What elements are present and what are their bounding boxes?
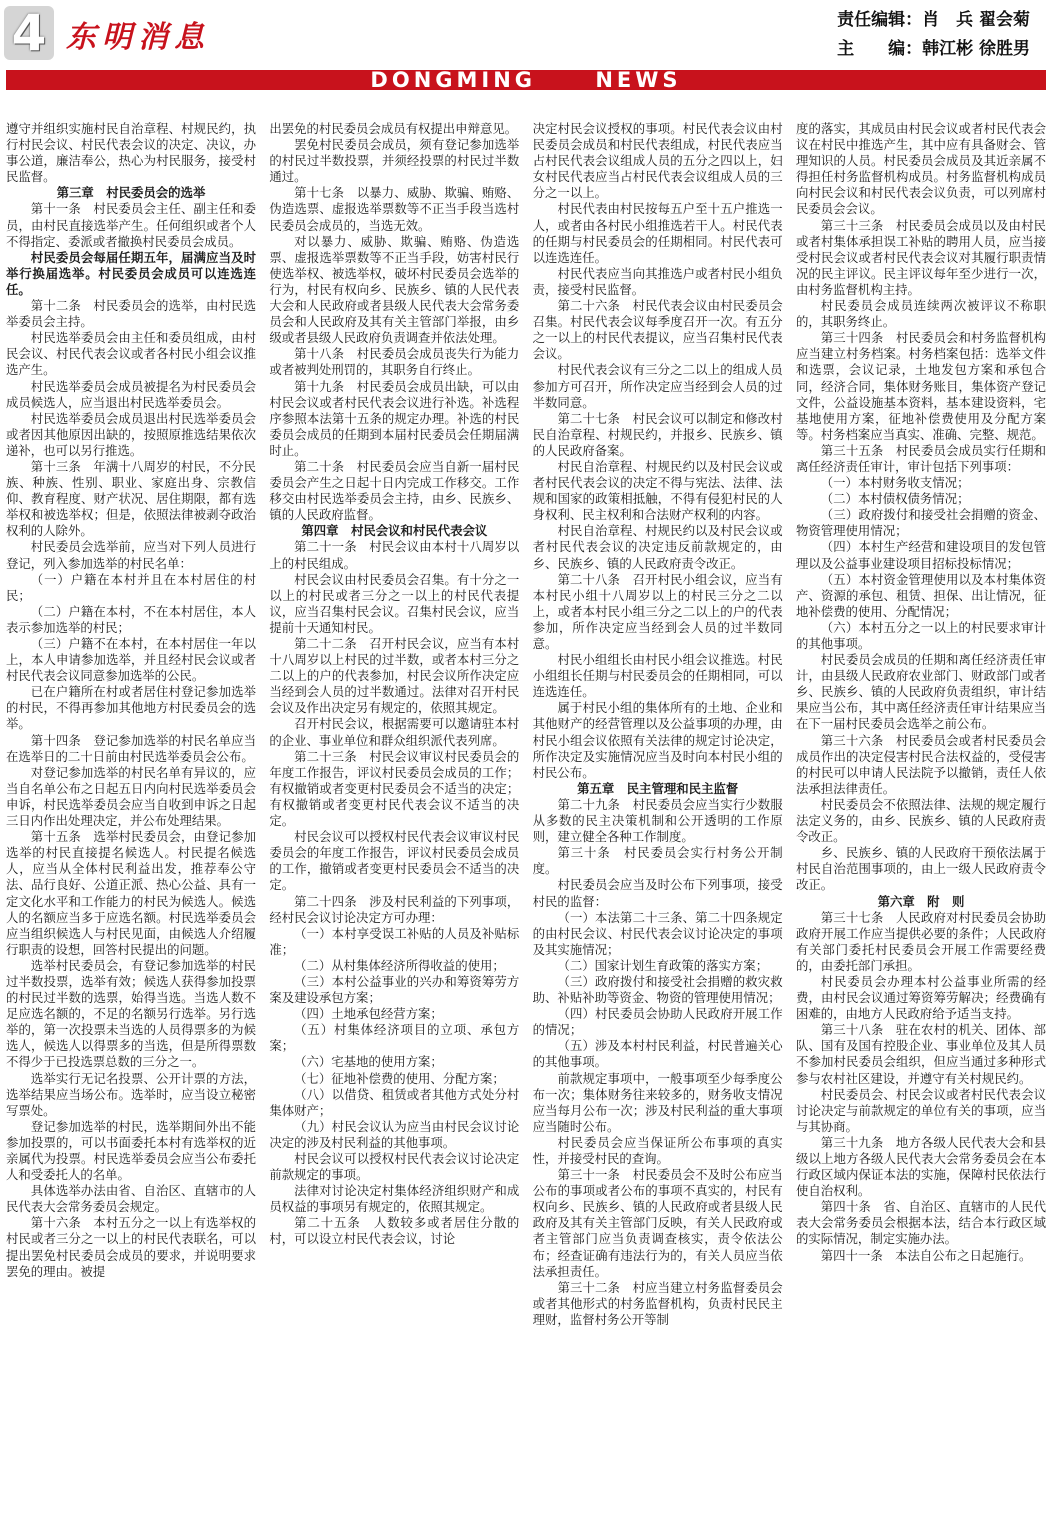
paragraph: 罢免村民委员会成员，须有登记参加选举的村民过半数投票，并须经投票的村民过半数通过。 bbox=[269, 137, 520, 185]
paragraph: 乡、民族乡、镇的人民政府干预依法属于村民自治范围事项的，由上一级人民政府责令改正。 bbox=[795, 845, 1046, 893]
paragraph: 第三十九条 地方各级人民代表大会和县级以上地方各级人民代表大会常务委员会在本行政区域内保证本法的实施，保障村民依法行使自治权利。 bbox=[795, 1134, 1046, 1199]
paragraph: 村民自治章程、村规民约以及村民会议或者村民代表会议的决定不得与宪法、法律、法规和国家的政策相抵触，不得有侵犯村民的人身权利、民主权利和合法财产权利的内容。 bbox=[532, 458, 783, 523]
paragraph: 对登记参加选举的村民名单有异议的，应当自名单公布之日起五日内向村民选举委员会申诉，村民选举委员会应当自收到申诉之日起三日内作出处理决定，并公布处理结果。 bbox=[6, 764, 256, 829]
paragraph: 登记参加选举的村民，选举期间外出不能参加投票的，可以书面委托本村有选举权的近亲属代为投票。村民选举委员会应当公布委托人和受委托人的名单。 bbox=[6, 1118, 256, 1183]
paragraph: 法律对讨论决定村集体经济组织财产和成员权益的事项另有规定的，依照其规定。 bbox=[269, 1183, 520, 1215]
paragraph: （三）户籍不在本村，在本村居住一年以上，本人申请参加选举，并且经村民会议或者村民代表会议同意参加选举的公民。 bbox=[6, 636, 256, 684]
paragraph: （五）涉及本村村民利益，村民普遍关心的其他事项。 bbox=[532, 1038, 783, 1070]
paragraph: 村民委员会每届任期五年，届满应当及时举行换届选举。村民委员会成员可以连选连任。 bbox=[6, 249, 256, 297]
paragraph: 第三十五条 村民委员会成员实行任期和离任经济责任审计，审计包括下列事项： bbox=[795, 442, 1046, 474]
paragraph: 前款规定事项中，一般事项至少每季度公布一次；集体财务往来较多的，财务收支情况应当每月公布一次；涉及村民利益的重大事项应当随时公布。 bbox=[532, 1070, 783, 1134]
paragraph: 选举村民委员会，有登记参加选举的村民过半数投票，选举有效；候选人获得参加投票的村民过半数的选票，始得当选。当选人数不足应选名额的，不足的名额另行选举。另行选举的，第一次投票未当选的人员得票多的为候选人，候选人以得票多的当选，但是所得票数不得少于已投选票总数的三分之一。 bbox=[6, 957, 256, 1070]
paragraph: （一）户籍在本村并且在本村居住的村民； bbox=[6, 571, 256, 603]
paragraph: （三）政府拨付和接受社会捐赠的救灾救助、补贴补助等资金、物资的管理使用情况； bbox=[532, 973, 783, 1006]
paragraph: 具体选举办法由省、自治区、直辖市的人民代表大会常务委员会规定。 bbox=[6, 1183, 256, 1215]
paragraph: （三）政府拨付和接受社会捐赠的资金、物资管理使用情况； bbox=[795, 507, 1046, 539]
paragraph: （六）本村五分之一以上的村民要求审计的其他事项。 bbox=[795, 619, 1046, 651]
paragraph: 村民会议由村民委员会召集。有十分之一以上的村民或者三分之一以上的村民代表提议，应当召集村民会议。召集村民会议，应当提前十天通知村民。 bbox=[269, 571, 520, 635]
paragraph: 第四十一条 本法自公布之日起施行。 bbox=[820, 1247, 1032, 1263]
paragraph: （七）征地补偿费的使用、分配方案； bbox=[294, 1070, 505, 1086]
text-column-1 bbox=[6, 121, 256, 1513]
paragraph: 第三十七条 人民政府对村民委员会协助政府开展工作应当提供必要的条件；人民政府有关部门委托村民委员会开展工作需要经费的，由委托部门承担。 bbox=[795, 909, 1046, 973]
paragraph: 第三十三条 村民委员会成员以及由村民或者村集体承担误工补贴的聘用人员，应当接受村民会议或者村民代表会议对其履行职责情况的民主评议。民主评议每年至少进行一次，由村务监督机构主持。 bbox=[795, 217, 1046, 297]
paragraph: 第三十二条 村应当建立村务监督委员会或者其他形式的村务监督机构，负责村民民主理财，监督村务公开等制 bbox=[532, 1279, 783, 1327]
paragraph: 村民会议可以授权村民代表会议审议村民委员会的年度工作报告，评议村民委员会成员的工作，撤销或者变更村民委员会不适当的决定。 bbox=[269, 829, 520, 893]
paragraph: （四）村民委员会协助人民政府开展工作的情况； bbox=[532, 1006, 783, 1038]
paragraph: 村民委员会成员的任期和离任经济责任审计，由县级人民政府农业部门、财政部门或者乡、民族乡、镇的人民政府负责组织，审计结果应当公布，其中离任经济责任审计结果应当在下一届村民委员会选举之前公布。 bbox=[795, 652, 1046, 732]
banner-text: DONGMING NEWS bbox=[370, 68, 682, 92]
paragraph: 第二十八条 召开村民小组会议，应当有本村民小组十八周岁以上的村民三分之二以上，或者本村民小组三分之二以上的户的代表参加，所作决定应当经到会人员的过半数同意。 bbox=[532, 571, 783, 651]
paragraph: （四）本村生产经营和建设项目的发包管理以及公益事业建设项目招标投标情况； bbox=[795, 539, 1046, 571]
paragraph: 第十四条 登记参加选举的村民名单应当在选举日的二十日前由村民选举委员会公布。 bbox=[6, 732, 256, 764]
paragraph: （四）土地承包经营方案； bbox=[294, 1006, 443, 1022]
chapter-heading: 第六章 附 则 bbox=[877, 893, 965, 909]
paragraph: 村民会议可以授权村民代表会议讨论决定前款规定的事项。 bbox=[269, 1151, 520, 1183]
paragraph: 村民代表会议有三分之二以上的组成人员参加方可召开，所作决定应当经到会人员的过半数同意。 bbox=[532, 362, 783, 410]
chapter-heading: 第四章 村民会议和村民代表会议 bbox=[301, 523, 488, 539]
paragraph: 度的落实，其成员由村民会议或者村民代表会议在村民中推选产生，其中应有具备财会、管理知识的人员。村民委员会成员及其近亲属不得担任村务监督机构成员。村务监督机构成员向村民会议和村民代表会议负责，可以列席村民委员会会议。 bbox=[795, 121, 1046, 217]
paragraph: 第十三条 年满十八周岁的村民，不分民族、种族、性别、职业、家庭出身、宗教信仰、教育程度、财产状况、居住期限，都有选举权和被选举权；但是，依照法律被剥夺政治权利的人除外。 bbox=[6, 458, 256, 539]
paragraph: （六）宅基地的使用方案； bbox=[294, 1054, 443, 1070]
paragraph: 村民委员会选举前，应当对下列人员进行登记，列入参加选举的村民名单： bbox=[6, 539, 256, 571]
paragraph: 第二十条 村民委员会应当自新一届村民委员会产生之日起十日内完成工作移交。工作移交由村民选举委员会主持，由乡、民族乡、镇的人民政府监督。 bbox=[269, 458, 520, 523]
paragraph: （三）本村公益事业的兴办和筹资筹劳方案及建设承包方案； bbox=[269, 973, 520, 1006]
masthead-title: 东明消息 bbox=[66, 20, 210, 55]
paragraph: 村民委员会成员连续两次被评议不称职的，其职务终止。 bbox=[795, 298, 1046, 330]
paragraph: 第十七条 以暴力、威胁、欺骗、贿赂、伪造选票、虚报选举票数等不正当手段当选村民委员会成员的，当选无效。 bbox=[269, 185, 520, 233]
paragraph: 村民选举委员会成员退出村民选举委员会或者因其他原因出缺的，按照原推选结果依次递补，也可以另行推选。 bbox=[6, 410, 256, 458]
paragraph: 第二十九条 村民委员会应当实行少数服从多数的民主决策机制和公开透明的工作原则，建立健全各种工作制度。 bbox=[532, 796, 783, 845]
paragraph: 遵守并组织实施村民自治章程、村规民约，执行村民会议、村民代表会议的决定、决议，办事公道，廉洁奉公，热心为村民服务，接受村民监督。 bbox=[6, 121, 256, 185]
paragraph: （一）本村享受误工补贴的人员及补贴标准； bbox=[269, 925, 520, 957]
text-column-3 bbox=[533, 121, 783, 1513]
paragraph: 村民代表应当向其推选户或者村民小组负责，接受村民监督。 bbox=[532, 265, 783, 297]
paragraph: 第二十一条 村民会议由本村十八周岁以上的村民组成。 bbox=[269, 539, 520, 571]
paragraph: 第二十二条 召开村民会议，应当有本村十八周岁以上村民的过半数，或者本村三分之二以上的户的代表参加，村民会议所作决定应当经到会人员的过半数通过。法律对召开村民会议及作出决定另有规定的，依照其规定。 bbox=[269, 636, 520, 716]
paragraph: 村民委员会应当保证所公布事项的真实性，并接受村民的查询。 bbox=[532, 1134, 783, 1166]
paragraph: 决定村民会议授权的事项。村民代表会议由村民委员会成员和村民代表组成，村民代表应当占村民代表会议组成人员的五分之四以上，妇女村民代表应当占村民代表会议组成人员的三分之一以上。 bbox=[532, 121, 783, 201]
chief-editor-line: 主 编：韩江彬 徐胜男 bbox=[837, 39, 1030, 59]
paragraph: 第十九条 村民委员会成员出缺，可以由村民会议或者村民代表会议进行补选。补选程序参照本法第十五条的规定办理。补选的村民委员会成员的任期到本届村民委员会任期届满时止。 bbox=[269, 378, 520, 458]
paragraph: 村民代表由村民按每五户至十五户推选一人，或者由各村民小组推选若干人。村民代表的任期与村民委员会的任期相同。村民代表可以连选连任。 bbox=[532, 201, 783, 265]
paragraph: 第二十五条 人数较多或者居住分散的村，可以设立村民代表会议，讨论 bbox=[269, 1215, 520, 1247]
paragraph: 村民自治章程、村规民约以及村民会议或者村民代表会议的决定违反前款规定的，由乡、民族乡、镇的人民政府责令改正。 bbox=[532, 523, 783, 571]
paragraph: （五）村集体经济项目的立项、承包方案； bbox=[269, 1022, 520, 1054]
paragraph: 村民小组组长由村民小组会议推选。村民小组组长任期与村民委员会的任期相同，可以连选连任。 bbox=[532, 652, 783, 700]
paragraph: 村民选举委员会成员被提名为村民委员会成员候选人，应当退出村民选举委员会。 bbox=[6, 378, 256, 410]
paragraph: 对以暴力、威胁、欺骗、贿赂、伪造选票、虚报选举票数等不正当手段，妨害村民行使选举权、被选举权，破坏村民委员会选举的行为，村民有权向乡、民族乡、镇的人民代表大会和人民政府或者县级人民代表大会常务委员会和人民政府及其有关主管部门举报，由乡级或者县级人民政府负责调查并依法处理。 bbox=[269, 233, 520, 346]
paragraph: 第四十条 省、自治区、直辖市的人民代表大会常务委员会根据本法，结合本行政区域的实际情况，制定实施办法。 bbox=[795, 1199, 1046, 1247]
paragraph: （一）本法第二十三条、第二十四条规定的由村民会议、村民代表会议讨论决定的事项及其实施情况； bbox=[532, 909, 783, 957]
section-banner bbox=[6, 70, 1046, 90]
responsible-editor-line: 责任编辑：肖 兵 翟会菊 bbox=[837, 10, 1030, 30]
paragraph: 第三十六条 村民委员会或者村民委员会成员作出的决定侵害村民合法权益的，受侵害的村民可以申请人民法院予以撤销，责任人依法承担法律责任。 bbox=[795, 732, 1046, 796]
page-header bbox=[0, 0, 1050, 68]
paragraph: 第十六条 本村五分之一以上有选举权的村民或者三分之一以上的村民代表联名，可以提出罢免村民委员会成员的要求，并说明要求罢免的理由。被提 bbox=[6, 1215, 256, 1279]
paragraph: 村民委员会不依照法律、法规的规定履行法定义务的，由乡、民族乡、镇的人民政府责令改正。 bbox=[795, 796, 1046, 845]
text-column-2 bbox=[269, 121, 519, 1513]
paragraph: 村民委员会、村民会议或者村民代表会议讨论决定与前款规定的单位有关的事项，应当与其协商。 bbox=[795, 1086, 1046, 1134]
paragraph: （二）从村集体经济所得收益的使用； bbox=[294, 957, 505, 973]
paragraph: 村民委员会应当及时公布下列事项，接受村民的监督： bbox=[532, 877, 783, 909]
text-column-4 bbox=[796, 121, 1046, 1513]
paragraph: （五）本村资金管理使用以及本村集体资产、资源的承包、租赁、担保、出让情况，征地补偿费的使用、分配情况； bbox=[795, 571, 1046, 619]
paragraph: 第三十八条 驻在农村的机关、团体、部队、国有及国有控股企业、事业单位及其人员不参加村民委员会组织，但应当通过多种形式参与农村社区建设，并遵守有关村规民约。 bbox=[795, 1022, 1046, 1086]
paragraph: 第三十一条 村民委员会不及时公布应当公布的事项或者公布的事项不真实的，村民有权向乡、民族乡、镇的人民政府或者县级人民政府及其有关主管部门反映，有关人民政府或者主管部门应当负责调查核实，责令依法公布；经查证确有违法行为的，有关人员应当依法承担责任。 bbox=[532, 1167, 783, 1279]
paragraph: 村民选举委员会由主任和委员组成，由村民会议、村民代表会议或者各村民小组会议推选产生。 bbox=[6, 330, 256, 378]
paragraph: （二）国家计划生育政策的落实方案； bbox=[557, 957, 769, 973]
paragraph: 第十二条 村民委员会的选举，由村民选举委员会主持。 bbox=[6, 298, 256, 330]
paragraph: 村民委员会办理本村公益事业所需的经费，由村民会议通过筹资筹劳解决；经费确有困难的，由地方人民政府给予适当支持。 bbox=[795, 973, 1046, 1022]
paragraph: 第二十四条 涉及村民利益的下列事项，经村民会议讨论决定方可办理： bbox=[269, 893, 520, 925]
paragraph: 第二十六条 村民代表会议由村民委员会召集。村民代表会议每季度召开一次。有五分之一以上的村民代表提议，应当召集村民代表会议。 bbox=[532, 298, 783, 362]
paragraph: 第十一条 村民委员会主任、副主任和委员，由村民直接选举产生。任何组织或者个人不得指定、委派或者撤换村民委员会成员。 bbox=[6, 201, 256, 249]
paragraph: 第十八条 村民委员会成员丧失行为能力或者被判处刑罚的，其职务自行终止。 bbox=[269, 346, 520, 378]
paragraph: （九）村民会议认为应当由村民会议讨论决定的涉及村民利益的其他事项。 bbox=[269, 1118, 520, 1150]
paragraph: （二）户籍在本村，不在本村居住，本人表示参加选举的村民； bbox=[6, 603, 256, 635]
paragraph: 召开村民会议，根据需要可以邀请驻本村的企业、事业单位和群众组织派代表列席。 bbox=[269, 716, 520, 748]
paragraph: 第三十四条 村民委员会和村务监督机构应当建立村务档案。村务档案包括：选举文件和选票，会议记录，土地发包方案和承包合同，经济合同，集体财务账目，集体资产登记文件，公益设施基本资料，基本建设资料，宅基地使用方案，征地补偿费使用及分配方案等。村务档案应当真实、准确、完整、规范。 bbox=[795, 330, 1046, 442]
paragraph: （一）本村财务收支情况； bbox=[820, 475, 970, 491]
paragraph: 出罢免的村民委员会成员有权提出申辩意见。 bbox=[269, 121, 518, 136]
paragraph: （二）本村债权债务情况； bbox=[820, 491, 970, 507]
paragraph: 第二十三条 村民会议审议村民委员会的年度工作报告，评议村民委员会成员的工作；有权撤销或者变更村民委员会不适当的决定；有权撤销或者变更村民代表会议不适当的决定。 bbox=[269, 748, 520, 829]
paragraph: 已在户籍所在村或者居住村登记参加选举的村民，不得再参加其他地方村民委员会的选举。 bbox=[6, 684, 256, 732]
chapter-heading: 第五章 民主管理和民主监督 bbox=[577, 780, 739, 796]
paragraph: 属于村民小组的集体所有的土地、企业和其他财产的经营管理以及公益事项的办理，由村民小组会议依照有关法律的规定讨论决定，所作决定及实施情况应当及时向本村民小组的村民公布。 bbox=[532, 700, 783, 780]
paragraph: 第二十七条 村民会议可以制定和修改村民自治章程、村规民约，并报乡、民族乡、镇的人民政府备案。 bbox=[532, 410, 783, 458]
paragraph: 选举实行无记名投票、公开计票的方法，选举结果应当场公布。选举时，应当设立秘密写票处。 bbox=[6, 1070, 256, 1118]
paragraph: （八）以借贷、租赁或者其他方式处分村集体财产； bbox=[269, 1086, 520, 1118]
paragraph: 第三十条 村民委员会实行村务公开制度。 bbox=[532, 845, 783, 877]
editor-credits bbox=[837, 6, 1030, 64]
paragraph: 第十五条 选举村民委员会，由登记参加选举的村民直接提名候选人。村民提名候选人，应当从全体村民利益出发，推荐奉公守法、品行良好、公道正派、热心公益、具有一定文化水平和工作能力的村民为候选人。候选人的名额应当多于应选名额。村民选举委员会应当组织候选人与村民见面，由候选人介绍履行职责的设想，回答村民提出的问题。 bbox=[6, 829, 256, 957]
article-body bbox=[6, 121, 1046, 1513]
chapter-heading: 第三章 村民委员会的选举 bbox=[56, 185, 206, 201]
page-number: 4 bbox=[4, 6, 54, 60]
